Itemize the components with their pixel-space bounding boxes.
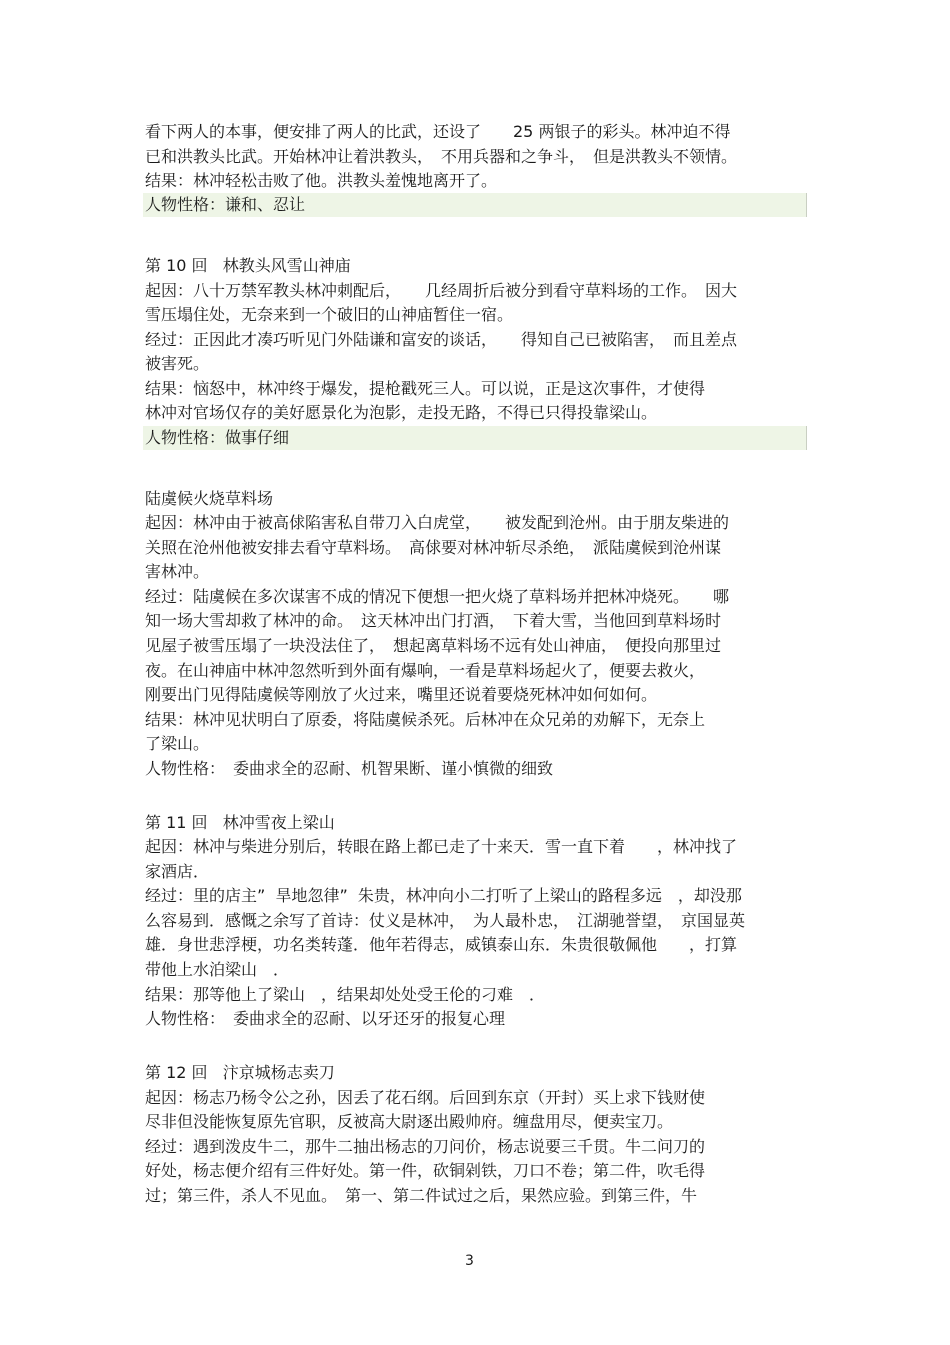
character-trait-line: 人物性格： 委曲求全的忍耐、机智果断、谨小慎微的细致 [145, 759, 554, 778]
text-line: 被害死。 [145, 354, 210, 373]
text-line: 起因：林冲由于被高俅陷害私自带刀入白虎堂， 被发配到沧州。由于朋友柴进的 [145, 513, 730, 532]
text-line: 过；第三件，杀人不见血。 第一、第二件试过之后，果然应验。到第三件，牛 [145, 1186, 698, 1205]
text-line: 看下两人的本事，便安排了两人的比武，还设了 25 两银子的彩头。林冲迫不得 [145, 122, 731, 141]
text-line: 经过：陆虞候在多次谋害不成的情况下便想一把火烧了草料场并把林冲烧死。 哪 [145, 587, 730, 606]
text-line: 么容易到．感慨之余写了首诗：仗义是林冲， 为人最朴忠， 江湖驰誉望， 京国显英 [145, 911, 746, 930]
text-line: 夜。在山神庙中林冲忽然听到外面有爆响，一看是草料场起火了，便要去救火， [145, 661, 706, 680]
text-line: 结果：恼怒中，林冲终于爆发，提枪戳死三人。可以说，正是这次事件，才使得 [145, 379, 706, 398]
text-line: 带他上水泊梁山 ． [145, 960, 290, 979]
text-line: 经过：遇到泼皮牛二，那牛二抽出杨志的刀问价，杨志说要三千贯。牛二问刀的 [145, 1137, 706, 1156]
text-line: 经过：正因此才凑巧听见门外陆谦和富安的谈话， 得知自己已被陷害， 而且差点 [145, 330, 738, 349]
section-heading: 陆虞候火烧草料场 [145, 489, 274, 508]
text-line: 结果：林冲轻松击败了他。洪教头羞愧地离开了。 [145, 171, 498, 190]
text-line: 尽非但没能恢复原先官职，反被高大尉逐出殿帅府。缠盘用尽，便卖宝刀。 [145, 1112, 674, 1131]
character-trait-line: 人物性格：谦和、忍让 [145, 195, 306, 214]
text-line: 林冲对官场仅存的美好愿景化为泡影，走投无路，不得已只得投靠梁山。 [145, 403, 658, 422]
page-number: 3 [465, 1253, 474, 1269]
text-line: 起因：林冲与柴进分别后，转眼在路上都已走了十来天．雪一直下着 ，林冲找了 [145, 837, 738, 856]
text-line: 知一场大雪却救了林冲的命。 这天林冲出门打酒， 下着大雪，当他回到草料场时 [145, 611, 722, 630]
text-line: 害林冲。 [145, 562, 210, 581]
text-line: 经过：里的店主” 旱地忽律” 朱贵，林冲向小二打听了上梁山的路程多远 ，却没那 [145, 886, 742, 905]
text-line: 雪压塌住处，无奈来到一个破旧的山神庙暂住一宿。 [145, 305, 514, 324]
text-line: 已和洪教头比武。开始林冲让着洪教头， 不用兵器和之争斗， 但是洪教头不领情。 [145, 147, 738, 166]
character-trait-line: 人物性格：做事仔细 [145, 428, 290, 447]
text-line: 关照在沧州他被安排去看守草料场。 高俅要对林冲斩尽杀绝， 派陆虞候到沧州谋 [145, 538, 722, 557]
text-line: 起因：杨志乃杨令公之孙，因丢了花石纲。后回到东京（开封）买上求下钱财使 [145, 1088, 706, 1107]
chapter-heading: 第 11 回 林冲雪夜上梁山 [145, 813, 335, 832]
text-line: 起因：八十万禁军教头林冲刺配后， 几经周折后被分到看守草料场的工作。 因大 [145, 281, 738, 300]
text-line: 刚要出门见得陆虞候等刚放了火过来，嘴里还说着要烧死林冲如何如何。 [145, 685, 658, 704]
text-line: 结果：那等他上了梁山 ，结果却处处受王伦的刁难 ． [145, 985, 546, 1004]
text-line: 了梁山。 [145, 734, 210, 753]
text-line: 家酒店． [145, 862, 210, 881]
chapter-heading: 第 12 回 汴京城杨志卖刀 [145, 1063, 335, 1082]
chapter-heading: 第 10 回 林教头风雪山神庙 [145, 256, 351, 275]
text-line: 雄．身世悲浮梗，功名类转蓬．他年若得志，威镇泰山东．朱贵很敬佩他 ，打算 [145, 935, 738, 954]
text-line: 结果：林冲见状明白了原委，将陆虞候杀死。后林冲在众兄弟的劝解下，无奈上 [145, 710, 706, 729]
text-line: 好处，杨志便介绍有三件好处。第一件，砍铜剁铁，刀口不卷；第二件，吹毛得 [145, 1161, 706, 1180]
character-trait-line: 人物性格： 委曲求全的忍耐、以牙还牙的报复心理 [145, 1009, 506, 1028]
text-line: 见屋子被雪压塌了一块没法住了， 想起离草料场不远有处山神庙， 便投向那里过 [145, 636, 722, 655]
